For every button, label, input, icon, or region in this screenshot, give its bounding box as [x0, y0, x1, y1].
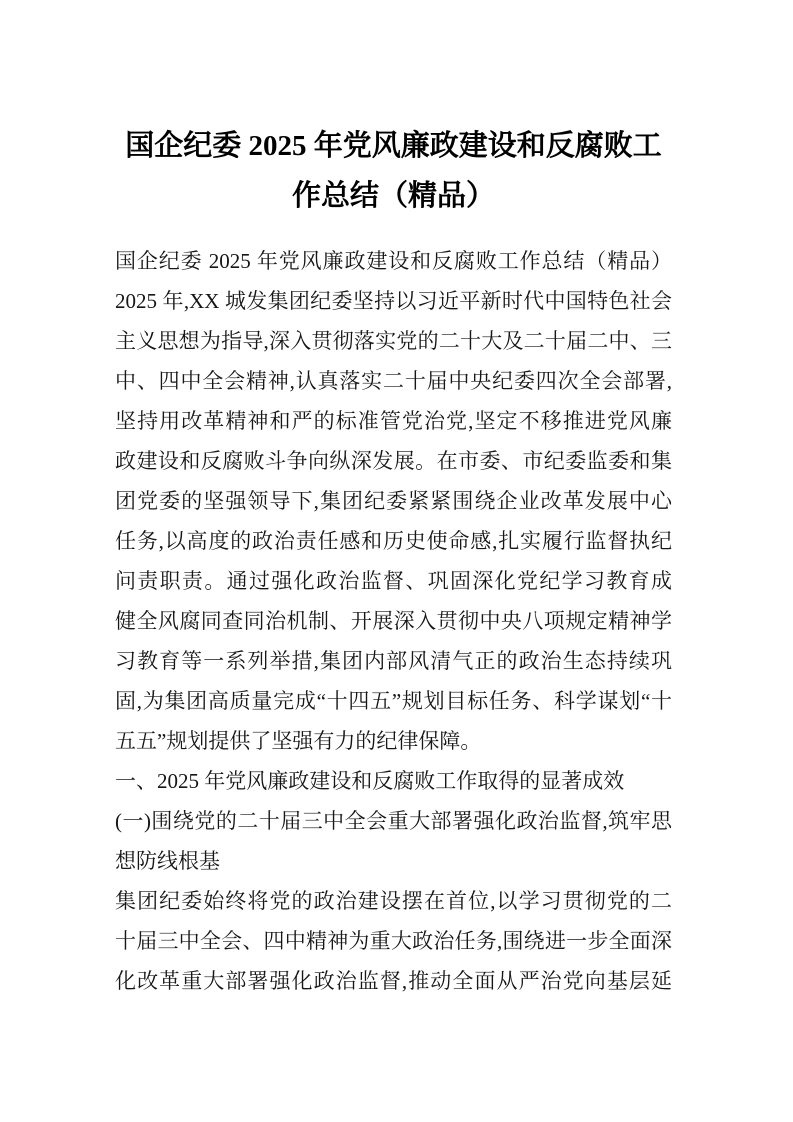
body-line: 一、2025 年党风廉政建设和反腐败工作取得的显著成效 [115, 769, 625, 793]
body-line: (一)围绕党的二十届三中全会重大部署强化政治监督,筑牢思 [115, 809, 672, 833]
body-line: 问责职责。通过强化政治监督、巩固深化党纪学习教育成 [115, 569, 672, 593]
body-line: 想防线根基 [115, 849, 220, 873]
body-line: 中、四中全会精神,认真落实二十届中央纪委四次全会部署, [115, 369, 672, 393]
body-line: 2025 年,XX 城发集团纪委坚持以习近平新时代中国特色社会 [115, 289, 672, 313]
body-line: 坚持用改革精神和严的标准管党治党,坚定不移推进党风廉 [115, 409, 672, 433]
body-line: 政建设和反腐败斗争向纵深发展。在市委、市纪委监委和集 [115, 449, 672, 473]
body-line: 任务,以高度的政治责任感和历史使命感,扎实履行监督执纪 [115, 529, 672, 553]
body-line: 集团纪委始终将党的政治建设摆在首位,以学习贯彻党的二 [115, 889, 672, 913]
body-line: 团党委的坚强领导下,集团纪委紧紧围绕企业改革发展中心 [115, 489, 672, 513]
body-line: 固,为集团高质量完成“十四五”规划目标任务、科学谋划“十 [115, 689, 672, 713]
body-line: 化改革重大部署强化政治监督,推动全面从严治党向基层延 [115, 969, 672, 993]
title-line-2: 作总结（精品） [291, 180, 495, 212]
title-line-1: 国企纪委 2025 年党风廉政建设和反腐败工 [125, 130, 662, 162]
body-line: 国企纪委 2025 年党风廉政建设和反腐败工作总结（精品） [115, 249, 672, 273]
body-line: 十届三中全会、四中精神为重大政治任务,围绕进一步全面深 [115, 929, 672, 953]
body-line: 健全风腐同查同治机制、开展深入贯彻中央八项规定精神学 [115, 609, 672, 633]
document-title [115, 121, 672, 221]
document-body [115, 241, 672, 1001]
body-line: 主义思想为指导,深入贯彻落实党的二十大及二十届二中、三 [115, 329, 672, 353]
body-line: 习教育等一系列举措,集团内部风清气正的政治生态持续巩 [115, 649, 672, 673]
body-line: 五五”规划提供了坚强有力的纪律保障。 [115, 729, 482, 753]
